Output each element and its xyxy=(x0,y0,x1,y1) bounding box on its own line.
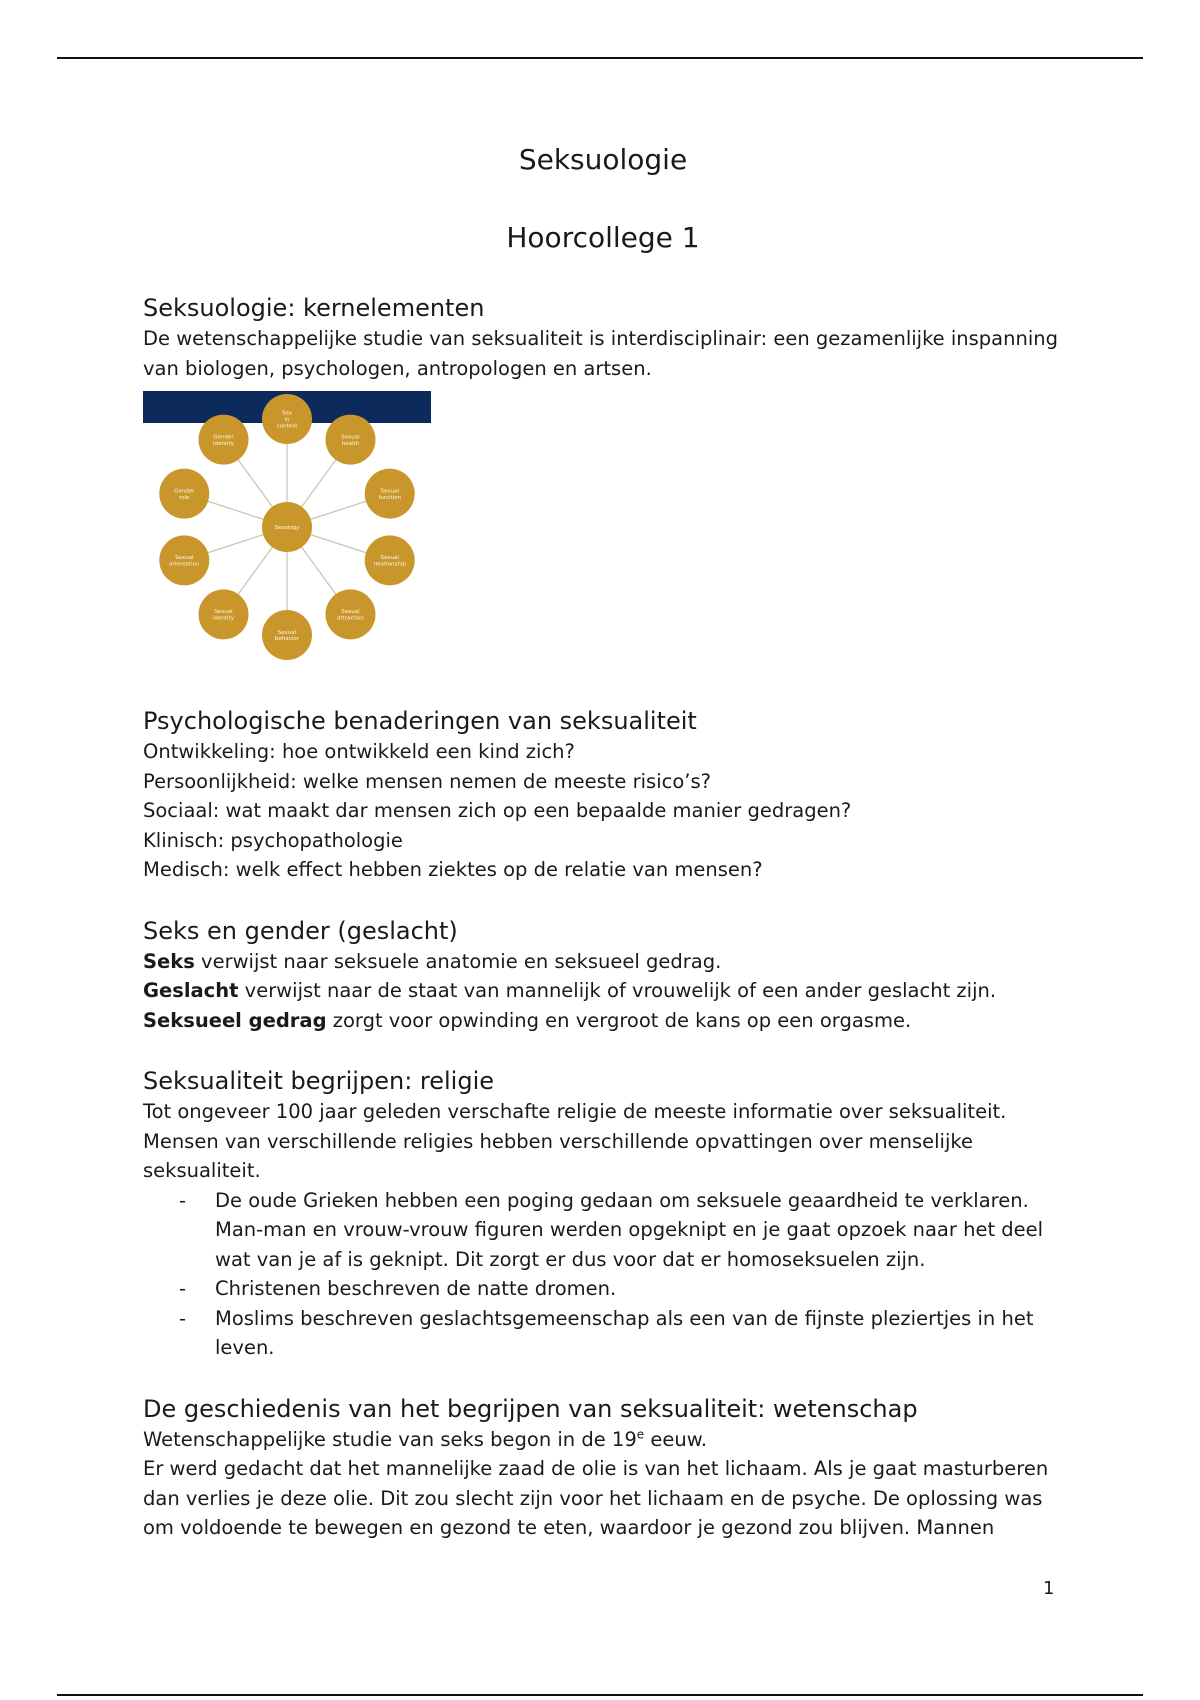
text-line: Medisch: welk effect hebben ziektes op de relatie van mensen? xyxy=(143,858,763,881)
top-rule xyxy=(57,57,1143,59)
section-religie xyxy=(143,1065,1063,1363)
diagram-node-label: Sexual function xyxy=(378,488,401,501)
page-number: 1 xyxy=(1043,1578,1055,1599)
diagram-node-label: Sexual identity xyxy=(213,609,235,622)
section-heading: Seksuologie: kernelementen xyxy=(143,294,485,322)
diagram-node-label: Sexual orientation xyxy=(169,555,200,568)
definition-text: verwijst naar de staat van mannelijk of vrouwelijk of een ander geslacht zijn. xyxy=(238,979,997,1002)
list-item: - De oude Grieken hebben een poging gedaan om seksuele geaardheid te verklaren. Man-man en vrouw-vrouw figuren werden opgeknipt en je gaat opzoek naar het deel wat van je af is geknipt. Dit zorgt er dus voor dat er homoseksuelen zijn. xyxy=(215,1186,1063,1275)
list-item: - Christenen beschreven de natte dromen. xyxy=(215,1274,1063,1304)
section-heading: Seksualiteit begrijpen: religie xyxy=(143,1067,495,1095)
dash-list xyxy=(143,1186,1063,1363)
section-kernelementen xyxy=(143,292,1063,669)
paragraph: De wetenschappelijke studie van seksualiteit is interdisciplinair: een gezamenlijke inspanning van biologen, psychologen, antropologen en artsen. xyxy=(143,327,1058,380)
diagram-node-label: Sexual attraction xyxy=(337,609,364,622)
text-line: Sociaal: wat maakt dar mensen zich op een bepaalde manier gedragen? xyxy=(143,799,852,822)
paragraph: Er werd gedacht dat het mannelijke zaad de olie is van het lichaam. Als je gaat masturberen dan verlies je deze olie. Dit zou slecht zijn voor het lichaam en de psyche. De oplossing was om voldoende te bewegen en gezond te eten, waardoor je gezond zou blijven. Mannen xyxy=(143,1457,1049,1539)
page-content xyxy=(143,140,1063,1543)
section-heading: De geschiedenis van het begrijpen van seksualiteit: wetenschap xyxy=(143,1394,918,1423)
list-item: - Moslims beschreven geslachtsgemeenschap als een van de fijnste pleziertjes in het leven. xyxy=(215,1304,1063,1363)
paragraph: Tot ongeveer 100 jaar geleden verschafte religie de meeste informatie over seksualiteit. xyxy=(143,1100,1007,1123)
diagram-center-node-label: Sexology xyxy=(274,525,300,531)
document-title: Seksuologie xyxy=(518,143,688,176)
section-heading: Seks en gender (geslacht) xyxy=(143,916,458,945)
text-line: Ontwikkeling: hoe ontwikkeld een kind zich? xyxy=(143,740,575,763)
superscript: e xyxy=(636,1427,645,1441)
definition-line xyxy=(143,976,1063,1006)
text-segment: Wetenschappelijke studie van seks begon in de 19 xyxy=(143,1427,637,1451)
diagram-node-label: Sex in context xyxy=(276,410,298,430)
definition-term: Seksueel gedrag xyxy=(143,1008,327,1032)
definition-text: zorgt voor opwinding en vergroot de kans op een orgasme. xyxy=(326,1008,912,1032)
text-line: Klinisch: psychopathologie xyxy=(143,828,403,852)
bottom-rule xyxy=(57,1694,1143,1696)
text-line: Persoonlijkheid: welke mensen nemen de meeste risico’s? xyxy=(143,769,711,793)
text-line xyxy=(143,1425,1063,1455)
diagram-node-label: Sexual relationship xyxy=(373,555,406,568)
section-seks-en-gender xyxy=(143,915,1063,1036)
document-subtitle: Hoorcollege 1 xyxy=(506,221,700,254)
section-wetenschap xyxy=(143,1393,1063,1543)
definition-line xyxy=(143,1006,1063,1036)
sexology-diagram xyxy=(143,391,431,669)
section-psychologische-benaderingen xyxy=(143,705,1063,885)
definition-line xyxy=(143,947,1063,977)
diagram-node-label: Sexual health xyxy=(341,434,360,447)
section-heading: Psychologische benaderingen van seksualiteit xyxy=(143,707,697,735)
definition-text: verwijst naar seksuele anatomie en seksueel gedrag. xyxy=(194,949,722,973)
diagram-node-label: Gender identity xyxy=(213,434,235,447)
definition-term: Seks xyxy=(143,949,195,973)
diagram-node-label: Sexual behavior xyxy=(274,629,300,643)
diagram-node-label: Gender role xyxy=(174,488,195,501)
text-segment: eeuw. xyxy=(644,1427,708,1451)
definition-term: Geslacht xyxy=(143,979,239,1002)
sexology-diagram-svg xyxy=(143,391,431,669)
paragraph: Mensen van verschillende religies hebben verschillende opvattingen over menselijke seksualiteit. xyxy=(143,1129,973,1182)
